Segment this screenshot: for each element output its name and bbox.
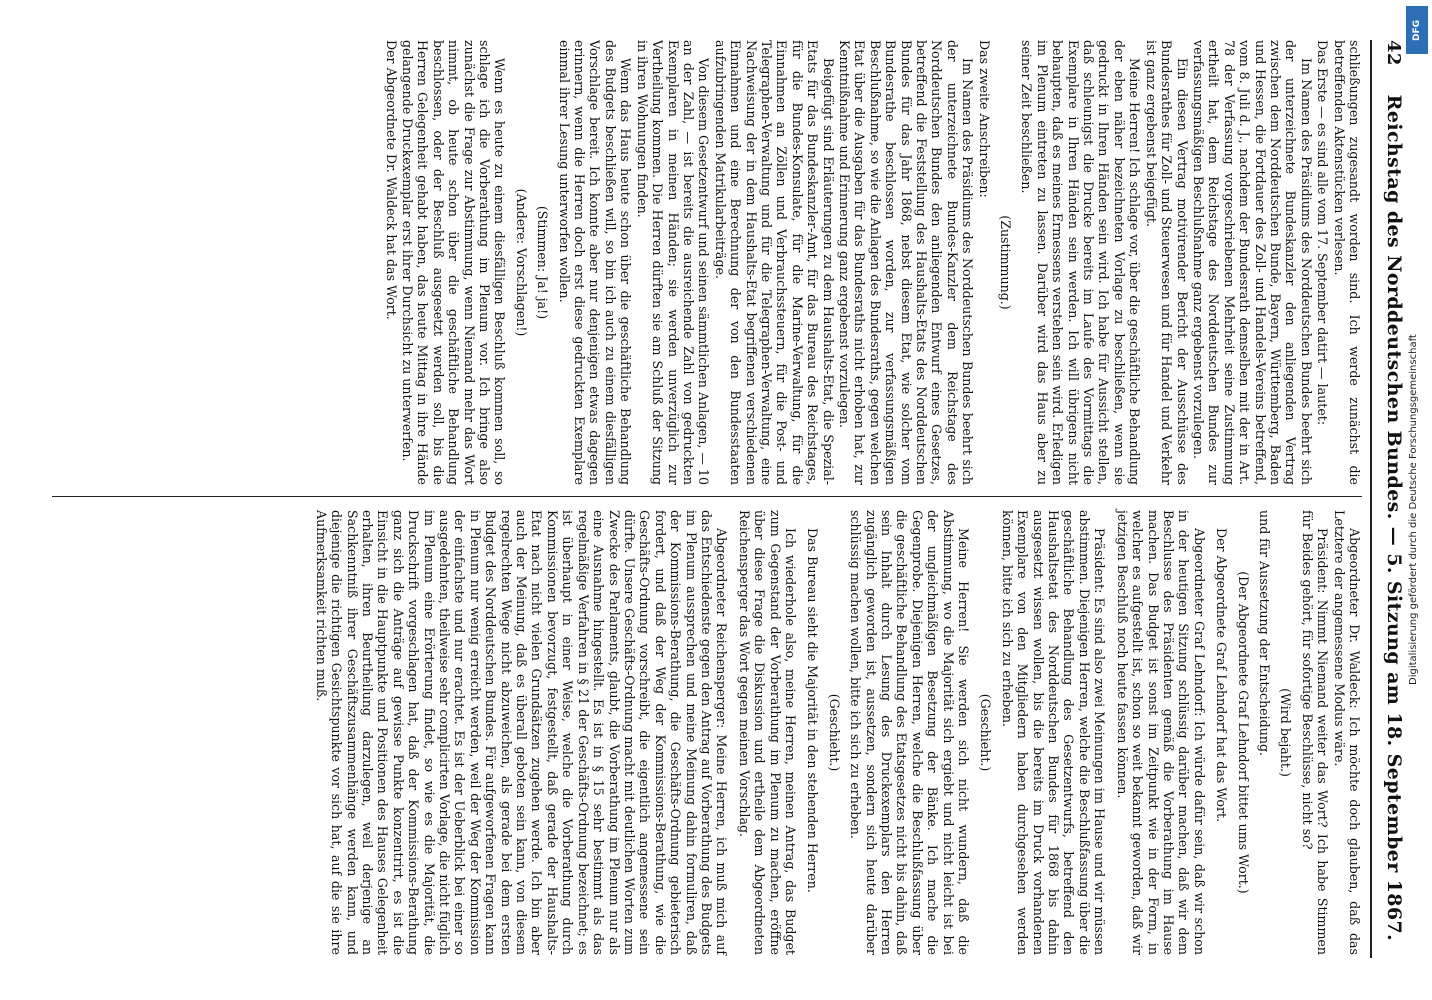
stage-direction: (Der Abgeordnete Graf Lehndorf bittet ums Wort.) — [1235, 571, 1251, 894]
stage-direction: (Zustimmung.) — [998, 215, 1014, 310]
stage-direction: (Geschieht.) — [826, 693, 842, 772]
paragraph: Das Erste — es sind alle vom 17. September datirt — lautet: — [1315, 40, 1331, 426]
header-rule — [1370, 40, 1372, 958]
paragraph: Im Namen des Präsidiums des Norddeutschen Bundes beehrt sich der unterzeichnete Bundeskanzler den anliegenden Vertrag zwischen dem Norddeutschen Bunde, Bayern, Württemberg, Baden und Hessen, die Fortdauer des Zoll- und Handels-Vereins betreffend, vom 8. Juli d. J., nachdem der Bundesrath demselben mit der in Art. 78 der Verfassung vorgeschriebenen Mehrheit seine Zustimmung ertheilt hat, dem Reichstage des Norddeutschen Bundes zur verfassungsmäßigen Beschlußnahme ganz ergebenst vorzulegen. — [1190, 40, 1314, 485]
paragraph: Das Bureau sieht die Majorität in den stehenden Herren. — [805, 528, 821, 893]
stage-direction: (Stimmen: Ja! ja!) — [535, 205, 551, 320]
page-title: Reichstag des Norddeutschen Bundes. — 5. Sitzung am 18. September 1867. — [1383, 94, 1405, 942]
page-number: 42 — [1383, 40, 1405, 66]
paragraph: Abgeordneter Graf Lehndorf: Ich würde dafür sein, daß wir schon in der heutigen Sitzung schlüssig darüber machen, daß wir dem Beschlusse des Präsidenten gemäß die Vorberathung im Hause machen. Das Budget ist sonst im Zeitpunkt wie in der Form, in welcher es aufgestellt ist, schon so weit bekannt geworden, daß wir jetzigen Beschluß noch heute fassen können. — [1114, 510, 1207, 955]
left-column — [382, 40, 1362, 485]
paragraph: Wenn das Haus heute schon über die geschäftliche Behandlung des Budgets beschließen will, so bin ich auch zu einem diesfälligen Vorschlage bereit. Ich konnte aber nur denjenigen etwas dagegen erinnern, wenn die Herren doch erst diese gedruckten Exemplare einmal ihrer Lesung unterworfen wollen. — [556, 40, 634, 485]
dfg-credit-text: Digitalisierung gefördert durch die Deutsche Forschungsgemeinschaft — [1408, 334, 1419, 686]
paragraph: Abgeordneter Dr. Waldeck: Ich möchte doch glauben, daß das Letztere der angemessene Modus wäre. — [1331, 510, 1362, 955]
stage-direction: (Wird bejaht.) — [1278, 688, 1294, 777]
paragraph: Ein diesen Vertrag motivirender Bericht der Ausschüsse des Bundesrathes für Zoll- und Steuerwesen und für Handel und Verkehr ist ganz ergebenst beigefügt. — [1143, 40, 1190, 485]
paragraph: schließungen zugesandt worden sind. Ich werde zunächst die betreffenden Aktenstücken verlesen. — [1331, 40, 1362, 485]
paragraph: Meine Herren! Ich schlage vor, über die geschäftliche Behandlung der eben näher bezeichneten Vorlage zu beschließen, wenn sie gedruckt in Ihren Händen sein wird. Ich habe für Aussicht stellen, daß schleunigst die Drucke bereits im Laufe des Vormittags die Exemplare in Ihren Händen sein werden. Ich will übrigens nicht behaupten, daß es meines Ermessens verstehen sein wird. Erledigen im Plenum eintreten zu lassen. Darüber wird das Haus aber zu seiner Zeit beschließen. — [1019, 40, 1143, 485]
paragraph: Der Abgeordnete Dr. Waldeck hat das Wort. — [383, 40, 399, 320]
column-divider — [52, 496, 1362, 497]
paragraph: Von diesem Gesetzentwurf und seinen sämmtlichen Anlagen, — 10 an der Zahl, — ist bereits die ausreichende Zahl von gedruckten Exemplaren in meinen Händen; sie werden unverzüglich zur Vertheilung kommen. Die Herren dürften sie am Schluß der Sitzung in ihren Wohnungen finden. — [634, 40, 712, 485]
paragraph: und für Aussetzung der Entscheidung. — [1256, 510, 1272, 757]
page-header — [1374, 40, 1414, 970]
dfg-logo: DFG — [1406, 6, 1428, 54]
right-column — [312, 510, 1362, 955]
stage-direction: (Geschieht.) — [978, 693, 994, 772]
paragraph: Präsident: Es sind also zwei Meinungen im Hause und wir müssen abstimmen. Diejenigen Herren, welche die Beschlußfassung über die geschäftliche Behandlung des Gesetzentwurfs, betreffend den Haushaltsetat des Norddeutschen Bundes für 1868 bis dahin ausgesetzt wissen wollen, bis die bereits im Druck vorhandenen Exemplare von den Mitgliedern haben durchgesehen werden können, bitte ich sich zu erheben. — [999, 510, 1108, 955]
paragraph: Präsident: Nimmt Niemand weiter das Wort? Ich habe Stimmen für Beides gehört, für sofortige Beschlüsse, nicht so? — [1299, 510, 1331, 955]
paragraph: Der Abgeordnete Graf Lehndorf hat das Wort. — [1214, 528, 1230, 823]
paragraph: Abgeordneter Reichensperger: Meine Herren, ich muß mich auf das Entschiedenste gegen den Antrag auf Vorberathung des Budgets im Plenum aussprechen und meine Meinung dahin formuliren, daß der Kommissions-Berathung, die Geschäfts-Ordnung gebieterisch fordert, und daß der Weg der Kommissions-Berathung, wie die Geschäfts-Ordnung vorschreibt, die eigentlich angemessene sein dürfte. Unsere Geschäfts-Ordnung macht mit deutlichen Worten zum Zwecke des Parlaments, glaubt, die Vorberathung im Plenum nur als eine Ausnahme hingestellt. Es ist in § 15 sehr bestimmt als das regelmäßige Verfahren in § 21 der Geschäfts-Ordnung bezeichnet; es ist überhaupt in einer Weise, welche die Vorberathung durch Kommissionen bevorzugt, festgestellt, daß gerade der Haushalts-Etat nach nicht vielen Grundsätzen zugehen werde. Ich bin aber auch der Meinung, daß es überall geboten sein kann, von diesem regelrechten Wege nicht abzuweichen, als gerade bei dem ersten Budget des Norddeutschen Bundes. Für aufgeworfenen Fragen kann in Plenum nur wenig erreicht werden, weil der Weg der Kommission der einfachste und nur erachtet. Es ist der Ueberblick bei einer so ausgedehnten, theilweise sehr complicirten Vorlage, die nicht füglich im Plenum eine Erörterung findet, so wie es die Majorität, die Druckschrift vorgeschlagen hat, daß der Kommissions-Berathung ganz sich die Anträge auf gewisse Punkte konzentrirt, es ist die Einsicht in die Hauptpunkte und Positionen des Hauses Gelegenheit erhalten, ihren Beurtheilung darzulegen, weil derjenige an Sachkenntniß ihrer Geschäftszusammenhänge werden kann, und diejenige die richtigen Gesichtspunkte vor sich hat, auf die sie ihre Aufmerksamkeit richten muß. — [313, 510, 730, 955]
paragraph: Beigefügt sind Erläuterungen zu dem Haushalts-Etat, die Spezial-Etats für das Bundeskanzler-Amt, für das Bureau des Reichstages, für die Bundes-Konsulate, für die Marine-Verwaltung, für die Einnahmen an Zöllen und Verbrauchssteuern, für die Post- und Telegraphen-Verwaltung und für die Telegraphen-Verwaltung, eine Nachweisung der in dem Haushalts-Etat begriffenen verschiedenen Einnahmen und eine Berechnung der von den Bundesstaaten aufzubringenden Matrikularbeiträge. — [712, 40, 836, 485]
paragraph: Im Namen des Präsidiums des Norddeutschen Bundes beehrt sich der unterzeichnete Bundes-Kanzler dem Reichstage des Norddeutschen Bundes den anliegenden Entwurf eines Gesetzes, betreffend die Feststellung des Haushalts-Etats des Norddeutschen Bundes für das Jahr 1868, nebst diesem Etat, wie solcher vom Bundesrathe beschlossen worden, zur verfassungsmäßigen Beschlußnahme, so wie die Anlagen des Bundesraths, gegen welchen Etat über die Ausgaben für das Bundesraths nicht erhoben hat, zur Kenntnißnahme und Erinnerung ganz ergebenst vorzulegen. — [837, 40, 976, 485]
stage-direction: (Andere: Vorschlagen!) — [513, 188, 529, 337]
paragraph: Das zweite Anschreiben: — [976, 40, 992, 198]
paragraph: Wenn es heute zu einem diesfälligen Beschluß kommen soll, so schlage ich die Vorberathung im Plenum vor. Ich bringe also zunächst die Frage zur Abstimmung, wenn Niemand mehr das Wort nimmt, ob heute schon über die geschäftliche Behandlung beschlossen, oder der Beschluß ausgesetzt werden soll, bis die Herren Gelegenheit gehabt haben, das heute Mittag in ihre Hände gelangende Druckexemplar erst ihrer Durchsicht zu unterwerfen. — [400, 40, 508, 485]
paragraph: Meine Herren! Sie werden sich nicht wundern, daß die Abstimmung, wo die Majorität sich ergiebt und nicht leicht ist bei der ungleichmäßigen Besetzung der Bänke. Ich mache die Gegenprobe. Diejenigen Herren, welche die Beschlußfassung über die geschäftliche Behandlung des Etatsgesetzes nicht bis dahin, daß sein Inhalt durch Lesung des Druckexemplars den Herren zugänglich geworden ist, aussetzen, sondern sich heute darüber schlüssig machen wollen, bitte ich sich zu erheben. — [848, 510, 972, 955]
paragraph: Ich wiederhole also, meine Herren, meinen Antrag, das Budget zum Gegenstand der Vorberathung im Plenum zu machen, eröffne über diese Frage die Diskussion und ertheile dem Abgeordneten Reichensperger das Wort gegen meinen Vorschlag. — [736, 510, 798, 955]
